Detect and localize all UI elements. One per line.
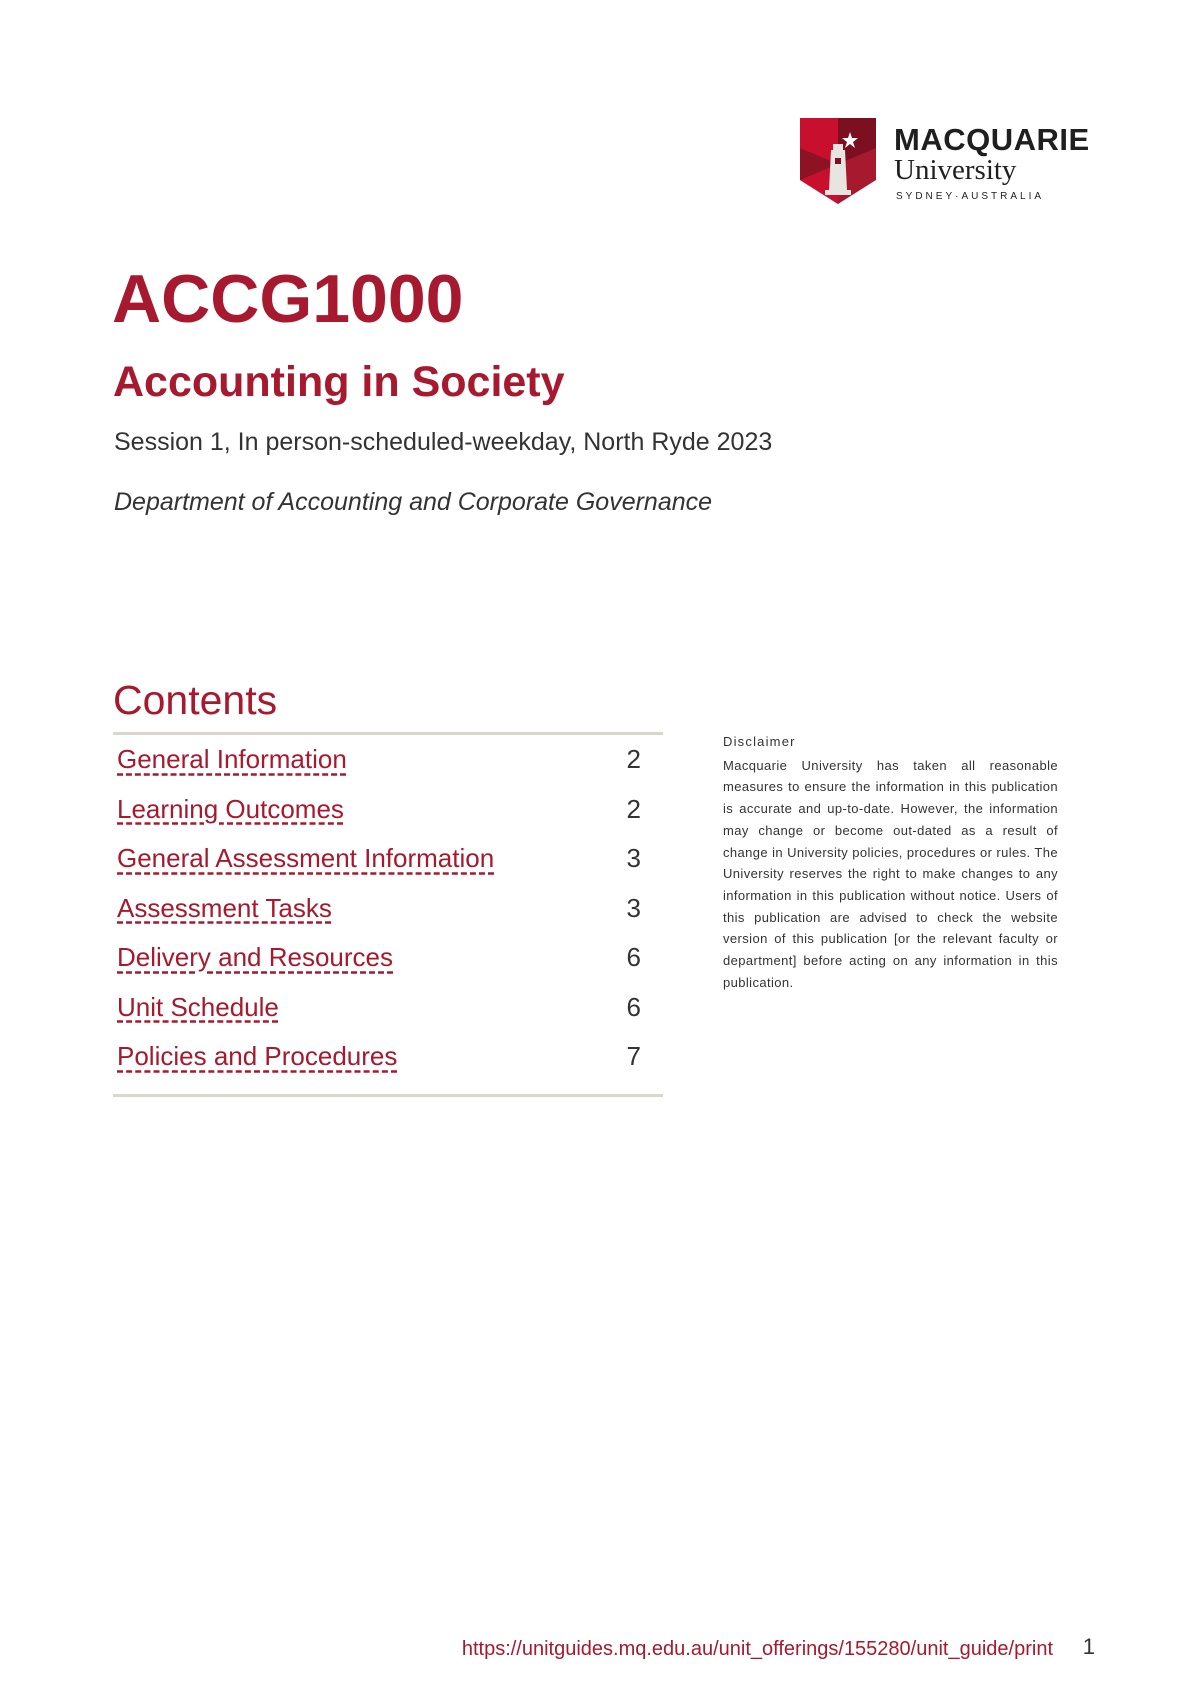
disclaimer-title: Disclaimer: [723, 734, 796, 749]
toc-link-general-information[interactable]: General Information: [117, 744, 347, 774]
unit-code: ACCG1000: [112, 261, 464, 337]
footer-url-link[interactable]: https://unitguides.mq.edu.au/unit_offerings/155280/unit_guide/print: [461, 1638, 1053, 1660]
disclaimer-body: Macquarie University has taken all reasonable measures to ensure the information in this publication is accurate and up-to-date. However, the information may change or become out-dated as a result of change in University policies, procedures or rules. The University reserves the right to make changes to any information in this publication without notice. Users of this publication are advised to check the website version of this publication [or the relevant faculty or department] before acting on any information in this publication.: [723, 757, 1058, 990]
toc-link-policies-and-procedures[interactable]: Policies and Procedures: [117, 1041, 398, 1071]
toc-row: [113, 743, 663, 793]
toc-row: [113, 842, 663, 892]
logo-wordmark-macquarie: MACQUARIE: [894, 122, 1090, 157]
lighthouse-shield-icon: [800, 118, 876, 204]
toc-page-number: 3: [626, 892, 641, 923]
toc-row: [113, 991, 663, 1041]
logo-wordmark-location: SYDNEY·AUSTRALIA: [896, 191, 1045, 202]
disclaimer: [723, 731, 1058, 993]
toc-link-learning-outcomes[interactable]: Learning Outcomes: [117, 793, 344, 824]
table-of-contents: [113, 732, 663, 1097]
toc-page-number: 6: [626, 991, 641, 1022]
toc-row: [113, 892, 663, 942]
toc-row: [113, 1040, 663, 1090]
toc-page-number: 3: [626, 843, 641, 873]
unit-title: Accounting in Society: [113, 358, 565, 406]
university-logo: [800, 118, 1100, 208]
toc-page-number: 2: [626, 793, 641, 824]
contents-heading: Contents: [113, 677, 278, 723]
toc-page-number: 6: [626, 942, 641, 972]
toc-link-assessment-tasks[interactable]: Assessment Tasks: [117, 892, 332, 923]
toc-link-delivery-and-resources[interactable]: Delivery and Resources: [117, 942, 394, 972]
toc-row: [113, 941, 663, 991]
toc-row: [113, 793, 663, 843]
toc-page-number: 2: [626, 744, 641, 774]
department-name: Department of Accounting and Corporate Governance: [114, 488, 713, 516]
toc-page-number: 7: [626, 1041, 641, 1071]
toc-link-unit-schedule[interactable]: Unit Schedule: [117, 991, 279, 1022]
session-info: Session 1, In person-scheduled-weekday, North Ryde 2023: [114, 428, 773, 456]
toc-link-general-assessment-information[interactable]: General Assessment Information: [117, 843, 495, 873]
logo-wordmark-university: University: [894, 154, 1017, 186]
footer-page-number: 1: [1082, 1634, 1095, 1659]
